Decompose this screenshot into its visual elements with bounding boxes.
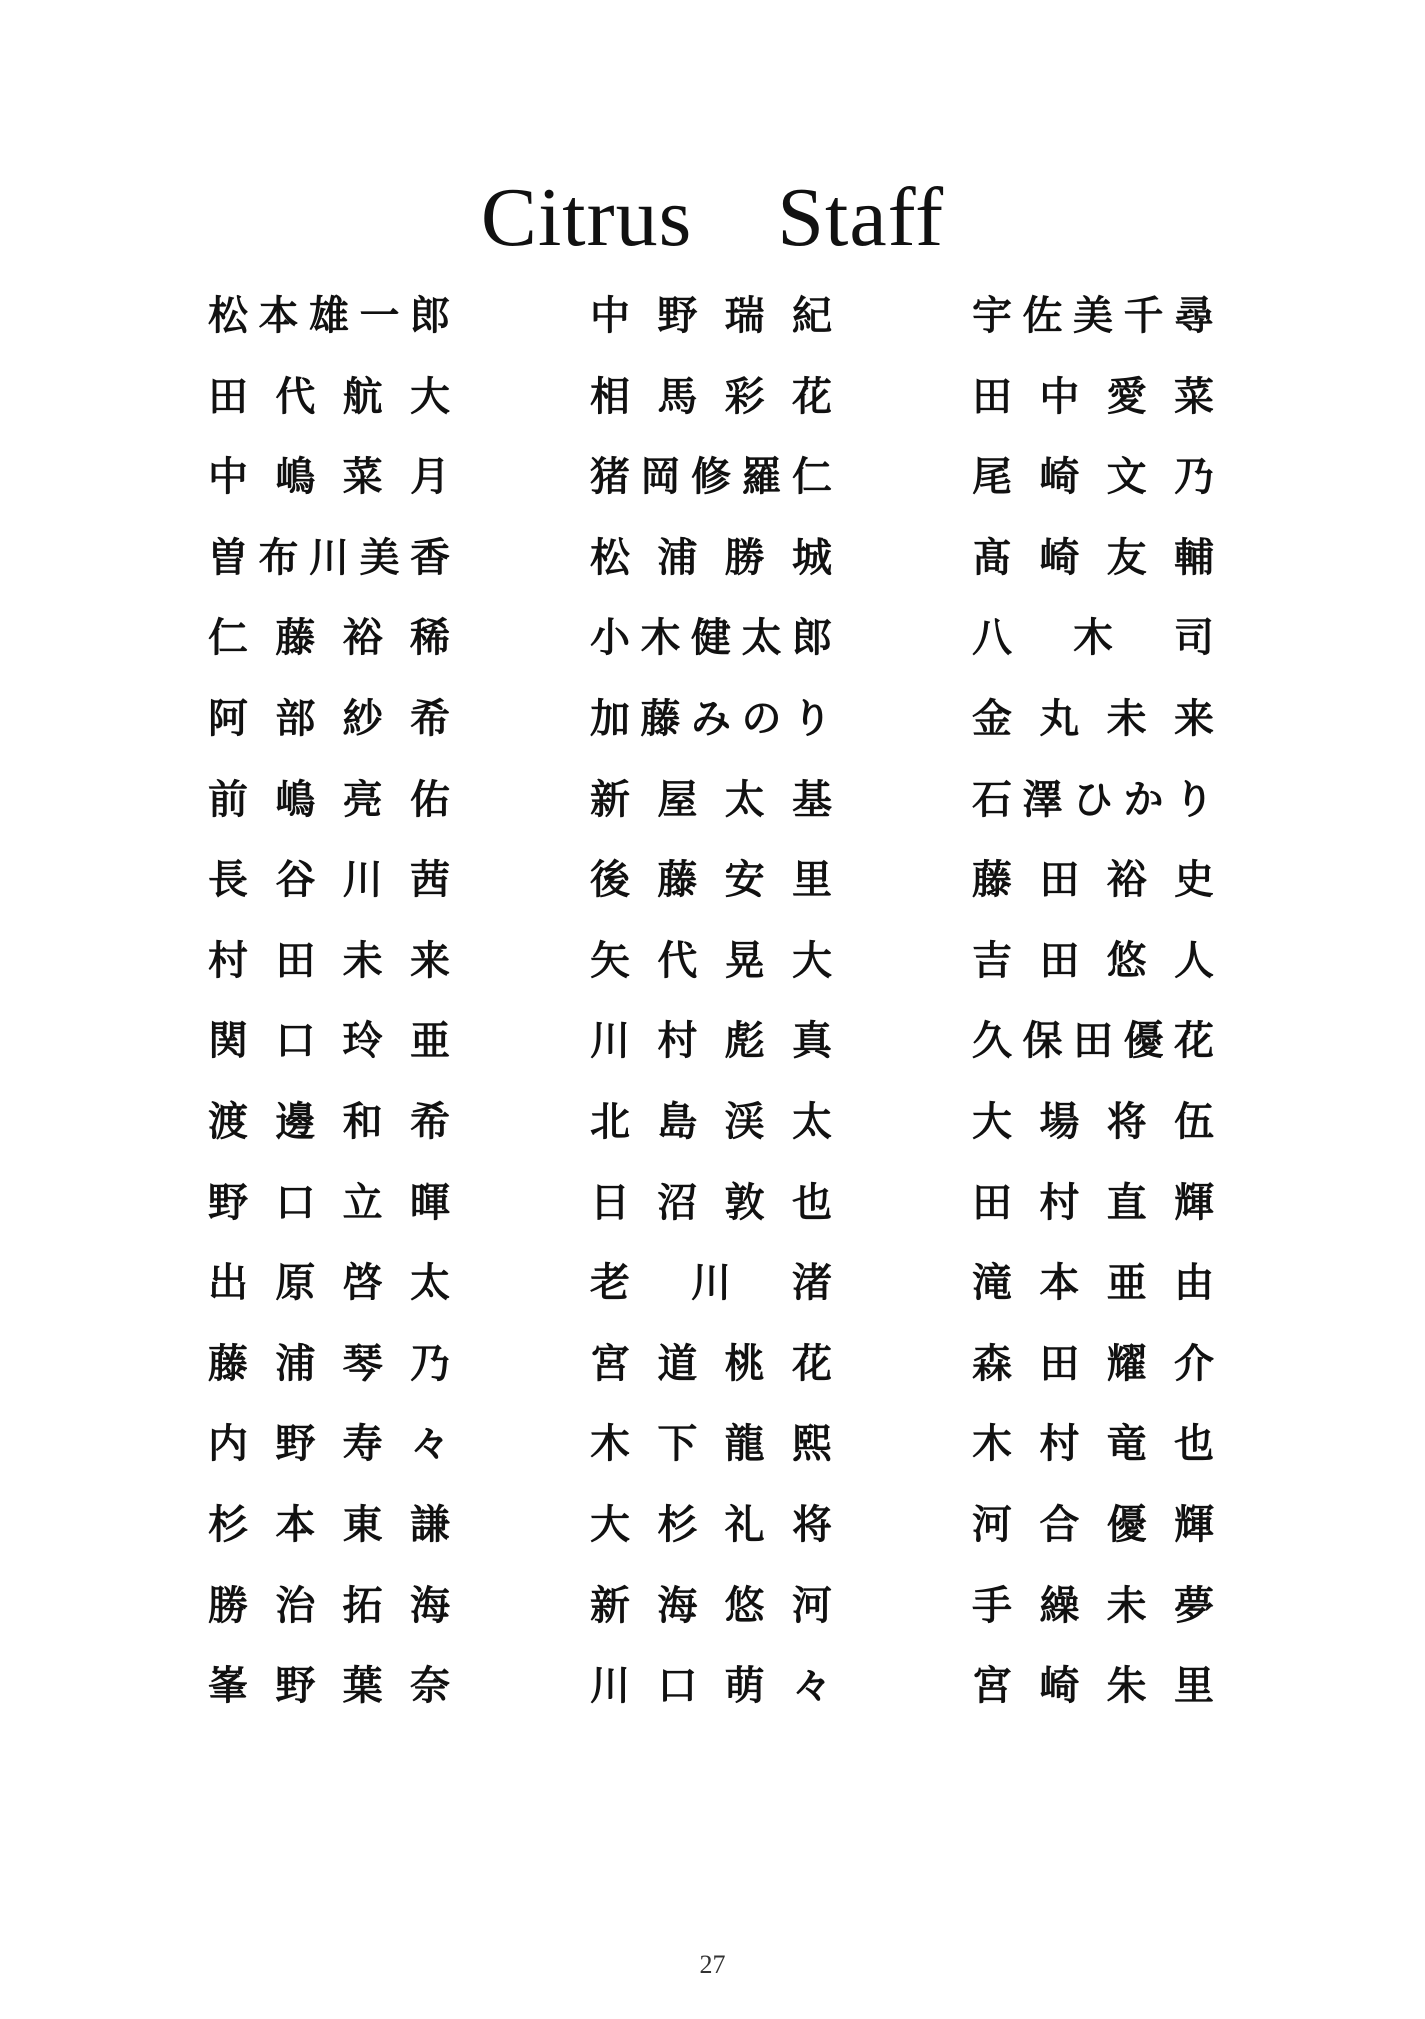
staff-name (972, 530, 1214, 586)
name-character: 松 (590, 534, 630, 581)
name-character: 森 (972, 1340, 1012, 1387)
name-character: 稀 (409, 615, 450, 662)
name-character: 川 (691, 1260, 731, 1307)
staff-name (972, 772, 1214, 828)
name-character: 基 (791, 776, 832, 823)
name-character: 輝 (1173, 1179, 1214, 1226)
name-character: 暉 (409, 1179, 450, 1226)
name-character: 加 (590, 695, 630, 742)
name-character: み (691, 695, 731, 742)
name-character: 口 (275, 1018, 316, 1065)
name-character: 岡 (640, 454, 681, 501)
name-character: の (741, 695, 782, 742)
name-character: 崎 (1039, 1663, 1080, 1710)
name-character: 新 (590, 776, 630, 823)
name-character: 亜 (409, 1018, 450, 1065)
name-character: ひ (1073, 776, 1113, 823)
name-character: 史 (1173, 857, 1214, 904)
staff-name (590, 1255, 832, 1311)
staff-name (972, 1175, 1214, 1231)
name-character: 由 (1173, 1260, 1214, 1307)
name-character: 邊 (275, 1098, 316, 1145)
name-character: 悠 (724, 1582, 765, 1629)
name-character: 紗 (342, 695, 383, 742)
name-character: 拓 (342, 1582, 383, 1629)
name-character: 来 (409, 937, 450, 984)
name-character: 礼 (724, 1501, 765, 1548)
name-character: 裕 (1106, 857, 1147, 904)
name-character: 勝 (724, 534, 765, 581)
staff-name-grid (208, 288, 1228, 1739)
name-character: 河 (972, 1501, 1012, 1548)
name-character: 希 (409, 695, 450, 742)
staff-name (208, 1013, 450, 1069)
staff-name (590, 1578, 832, 1634)
name-character: 中 (1039, 373, 1080, 420)
name-character: 羅 (741, 454, 782, 501)
name-character: 立 (342, 1179, 383, 1226)
staff-name (972, 610, 1214, 666)
name-character: 里 (1173, 1663, 1214, 1710)
staff-name (590, 933, 832, 989)
name-character: 朱 (1106, 1663, 1147, 1710)
name-character: 関 (208, 1018, 248, 1065)
name-character: 里 (791, 857, 832, 904)
name-character: 宮 (972, 1663, 1012, 1710)
name-character: 矢 (590, 937, 630, 984)
name-character: 彪 (724, 1018, 765, 1065)
name-character: 菜 (342, 454, 383, 501)
name-character: 敦 (724, 1179, 765, 1226)
name-character: 木 (972, 1421, 1012, 1468)
name-character: 一 (359, 293, 400, 339)
name-character: 香 (410, 534, 450, 581)
staff-name (208, 1497, 450, 1553)
staff-name (208, 1336, 450, 1392)
name-character: 尾 (972, 454, 1012, 501)
name-character: 将 (1106, 1098, 1147, 1145)
name-character: り (1174, 776, 1214, 823)
name-character: 田 (208, 373, 248, 420)
name-character: 新 (590, 1582, 630, 1629)
name-character: 丸 (1039, 695, 1080, 742)
staff-name (208, 449, 450, 505)
name-character: 茜 (409, 857, 450, 904)
name-character: 啓 (342, 1260, 383, 1307)
name-character: 真 (791, 1018, 832, 1065)
staff-name (208, 852, 450, 908)
name-character: 崎 (1039, 454, 1080, 501)
name-character: 松 (208, 293, 248, 339)
name-character: 中 (590, 293, 630, 339)
name-character: 本 (275, 1501, 316, 1548)
name-character: 花 (791, 1340, 832, 1387)
name-character: か (1123, 776, 1164, 823)
name-character: 太 (741, 615, 782, 662)
name-character: 八 (972, 615, 1012, 662)
staff-name (208, 610, 450, 666)
name-character: 太 (409, 1260, 450, 1307)
staff-name (590, 1416, 832, 1472)
name-character: 太 (724, 776, 765, 823)
name-character: 優 (1106, 1501, 1147, 1548)
name-character: 繰 (1039, 1582, 1080, 1629)
name-character: 伍 (1173, 1098, 1214, 1145)
staff-name (590, 369, 832, 425)
name-character: 寿 (342, 1421, 383, 1468)
name-character: 村 (1039, 1421, 1080, 1468)
name-character: 司 (1174, 615, 1214, 662)
name-character: 保 (1022, 1018, 1063, 1065)
name-character: 大 (409, 373, 450, 420)
name-character: 田 (1039, 857, 1080, 904)
name-character: 亜 (1106, 1260, 1147, 1307)
name-character: 馬 (657, 373, 698, 420)
staff-name (972, 288, 1214, 344)
name-character: 猪 (590, 454, 630, 501)
staff-name (972, 1094, 1214, 1150)
staff-name (590, 852, 832, 908)
staff-name (208, 530, 450, 586)
name-character: 島 (657, 1098, 698, 1145)
name-character: 代 (275, 373, 316, 420)
name-character: 彩 (724, 373, 765, 420)
name-character: 人 (1173, 937, 1214, 984)
staff-name (208, 1416, 450, 1472)
name-character: 杉 (208, 1501, 248, 1548)
name-character: 中 (208, 454, 248, 501)
name-character: 谷 (275, 857, 316, 904)
staff-name (590, 288, 832, 344)
name-character: 木 (640, 615, 681, 662)
name-character: 東 (342, 1501, 383, 1548)
staff-name (590, 1336, 832, 1392)
staff-name (972, 449, 1214, 505)
staff-name (590, 1658, 832, 1714)
name-character: 友 (1106, 534, 1147, 581)
name-character: 未 (1106, 1582, 1147, 1629)
name-character: 晃 (724, 937, 765, 984)
name-character: 未 (342, 937, 383, 984)
name-character: 浦 (657, 534, 698, 581)
name-character: 桃 (724, 1340, 765, 1387)
name-character: 藤 (275, 615, 316, 662)
name-character: 手 (972, 1582, 1012, 1629)
name-character: 阿 (208, 695, 248, 742)
name-character: 悠 (1106, 937, 1147, 984)
name-character: 崎 (1039, 534, 1080, 581)
name-character: 治 (275, 1582, 316, 1629)
name-character: 介 (1173, 1340, 1214, 1387)
name-character: 藤 (657, 857, 698, 904)
name-character: 勝 (208, 1582, 248, 1629)
staff-name (590, 772, 832, 828)
name-character: 郎 (792, 615, 832, 662)
name-character: 下 (657, 1421, 698, 1468)
name-character: 美 (1073, 293, 1113, 339)
staff-name (208, 691, 450, 747)
staff-name (208, 1094, 450, 1150)
name-character: 渚 (792, 1260, 832, 1307)
name-character: 謙 (409, 1501, 450, 1548)
name-character: 未 (1106, 695, 1147, 742)
name-character: 花 (791, 373, 832, 420)
name-character: 杉 (657, 1501, 698, 1548)
name-character: 田 (1073, 1018, 1113, 1065)
name-character: 野 (275, 1421, 316, 1468)
name-character: 部 (275, 695, 316, 742)
name-character: 愛 (1106, 373, 1147, 420)
name-character: 沼 (657, 1179, 698, 1226)
name-character: 河 (791, 1582, 832, 1629)
staff-name (208, 369, 450, 425)
name-character: 吉 (972, 937, 1012, 984)
name-character: 大 (972, 1098, 1012, 1145)
name-character: 出 (208, 1260, 248, 1307)
name-character: 村 (657, 1018, 698, 1065)
staff-name (972, 1255, 1214, 1311)
name-character: 和 (342, 1098, 383, 1145)
name-character: 布 (258, 534, 299, 581)
name-character: 千 (1123, 293, 1164, 339)
name-character: 美 (359, 534, 400, 581)
staff-name (972, 1416, 1214, 1472)
staff-name (208, 933, 450, 989)
name-character: 木 (1073, 615, 1113, 662)
name-character: 海 (409, 1582, 450, 1629)
name-character: 嶋 (275, 776, 316, 823)
staff-name (590, 1013, 832, 1069)
staff-name (972, 1497, 1214, 1553)
page-title: Citrus Staff (480, 171, 945, 264)
name-character: 大 (791, 937, 832, 984)
name-character: り (792, 695, 832, 742)
name-character: 澤 (1022, 776, 1063, 823)
name-character: 竜 (1106, 1421, 1147, 1468)
name-character: 奈 (409, 1663, 450, 1710)
name-character: 代 (657, 937, 698, 984)
name-character: 安 (724, 857, 765, 904)
name-character: 浦 (275, 1340, 316, 1387)
name-character: 本 (1039, 1260, 1080, 1307)
name-character: 健 (691, 615, 731, 662)
name-character: 藤 (972, 857, 1012, 904)
staff-name (208, 1578, 450, 1634)
name-character: 希 (409, 1098, 450, 1145)
name-character: 石 (972, 776, 1012, 823)
staff-name (972, 1013, 1214, 1069)
staff-name (590, 691, 832, 747)
name-character: 萌 (724, 1663, 765, 1710)
name-character: 宇 (972, 293, 1012, 339)
name-character: 長 (208, 857, 248, 904)
name-character: 裕 (342, 615, 383, 662)
name-character: 渡 (208, 1098, 248, 1145)
name-character: 輝 (1173, 1501, 1214, 1548)
name-character: 々 (791, 1663, 832, 1710)
name-character: 曽 (208, 534, 248, 581)
name-character: 内 (208, 1421, 248, 1468)
name-character: 村 (1039, 1179, 1080, 1226)
name-character: 口 (657, 1663, 698, 1710)
name-character: 口 (275, 1179, 316, 1226)
name-character: 本 (258, 293, 299, 339)
name-character: 亮 (342, 776, 383, 823)
name-character: 郎 (410, 293, 450, 339)
staff-name (972, 369, 1214, 425)
name-character: 原 (275, 1260, 316, 1307)
page-number: 27 (699, 1950, 726, 1979)
name-character: 道 (657, 1340, 698, 1387)
name-character: 田 (972, 1179, 1012, 1226)
staff-name (590, 1175, 832, 1231)
name-character: 合 (1039, 1501, 1080, 1548)
name-character: 髙 (972, 534, 1012, 581)
name-character: 渓 (724, 1098, 765, 1145)
staff-name (208, 1255, 450, 1311)
name-character: 滝 (972, 1260, 1012, 1307)
name-character: 玲 (342, 1018, 383, 1065)
name-character: 琴 (342, 1340, 383, 1387)
name-character: 前 (208, 776, 248, 823)
name-character: 野 (657, 293, 698, 339)
name-character: 野 (275, 1663, 316, 1710)
name-character: 老 (590, 1260, 630, 1307)
name-character: 田 (972, 373, 1012, 420)
name-character: 航 (342, 373, 383, 420)
staff-name (590, 530, 832, 586)
name-character: 仁 (792, 454, 832, 501)
name-character: 雄 (309, 293, 349, 339)
name-character: 尋 (1174, 293, 1214, 339)
name-character: 々 (409, 1421, 450, 1468)
name-character: 也 (791, 1179, 832, 1226)
staff-name (208, 1658, 450, 1714)
name-character: 瑞 (724, 293, 765, 339)
name-character: 田 (275, 937, 316, 984)
name-character: 優 (1123, 1018, 1164, 1065)
name-character: 川 (342, 857, 383, 904)
name-character: 藤 (208, 1340, 248, 1387)
name-character: 川 (309, 534, 349, 581)
name-character: 菜 (1173, 373, 1214, 420)
name-character: 佑 (409, 776, 450, 823)
staff-name (208, 1175, 450, 1231)
name-character: 金 (972, 695, 1012, 742)
name-character: 修 (691, 454, 731, 501)
name-character: 峯 (208, 1663, 248, 1710)
staff-name (972, 933, 1214, 989)
name-character: 川 (590, 1018, 630, 1065)
name-character: 日 (590, 1179, 630, 1226)
name-character: 也 (1173, 1421, 1214, 1468)
name-character: 仁 (208, 615, 248, 662)
name-character: 久 (972, 1018, 1012, 1065)
staff-name (972, 691, 1214, 747)
name-character: 北 (590, 1098, 630, 1145)
name-character: 文 (1106, 454, 1147, 501)
name-character: 屋 (657, 776, 698, 823)
name-character: 輔 (1173, 534, 1214, 581)
name-character: 耀 (1106, 1340, 1147, 1387)
name-character: 後 (590, 857, 630, 904)
staff-name (972, 1336, 1214, 1392)
name-character: 小 (590, 615, 630, 662)
name-character: 田 (1039, 1340, 1080, 1387)
name-character: 佐 (1022, 293, 1063, 339)
name-character: 月 (409, 454, 450, 501)
name-character: 川 (590, 1663, 630, 1710)
name-character: 将 (791, 1501, 832, 1548)
name-character: 花 (1174, 1018, 1214, 1065)
staff-name (972, 852, 1214, 908)
name-character: 田 (1039, 937, 1080, 984)
name-character: 来 (1173, 695, 1214, 742)
staff-name (590, 1094, 832, 1150)
staff-name (590, 610, 832, 666)
name-character: 嶋 (275, 454, 316, 501)
staff-name (972, 1578, 1214, 1634)
name-character: 紀 (791, 293, 832, 339)
name-character: 太 (791, 1098, 832, 1145)
name-character: 葉 (342, 1663, 383, 1710)
name-character: 龍 (724, 1421, 765, 1468)
name-character: 乃 (409, 1340, 450, 1387)
name-character: 直 (1106, 1179, 1147, 1226)
name-character: 木 (590, 1421, 630, 1468)
name-character: 場 (1039, 1098, 1080, 1145)
name-character: 夢 (1173, 1582, 1214, 1629)
staff-name (590, 1497, 832, 1553)
name-character: 相 (590, 373, 630, 420)
name-character: 村 (208, 937, 248, 984)
name-character: 大 (590, 1501, 630, 1548)
staff-name (208, 772, 450, 828)
name-character: 宮 (590, 1340, 630, 1387)
name-character: 海 (657, 1582, 698, 1629)
staff-name (972, 1658, 1214, 1714)
name-character: 熙 (791, 1421, 832, 1468)
name-character: 城 (791, 534, 832, 581)
name-character: 乃 (1173, 454, 1214, 501)
staff-name (208, 288, 450, 344)
name-character: 藤 (640, 695, 681, 742)
staff-name (590, 449, 832, 505)
name-character: 野 (208, 1179, 248, 1226)
